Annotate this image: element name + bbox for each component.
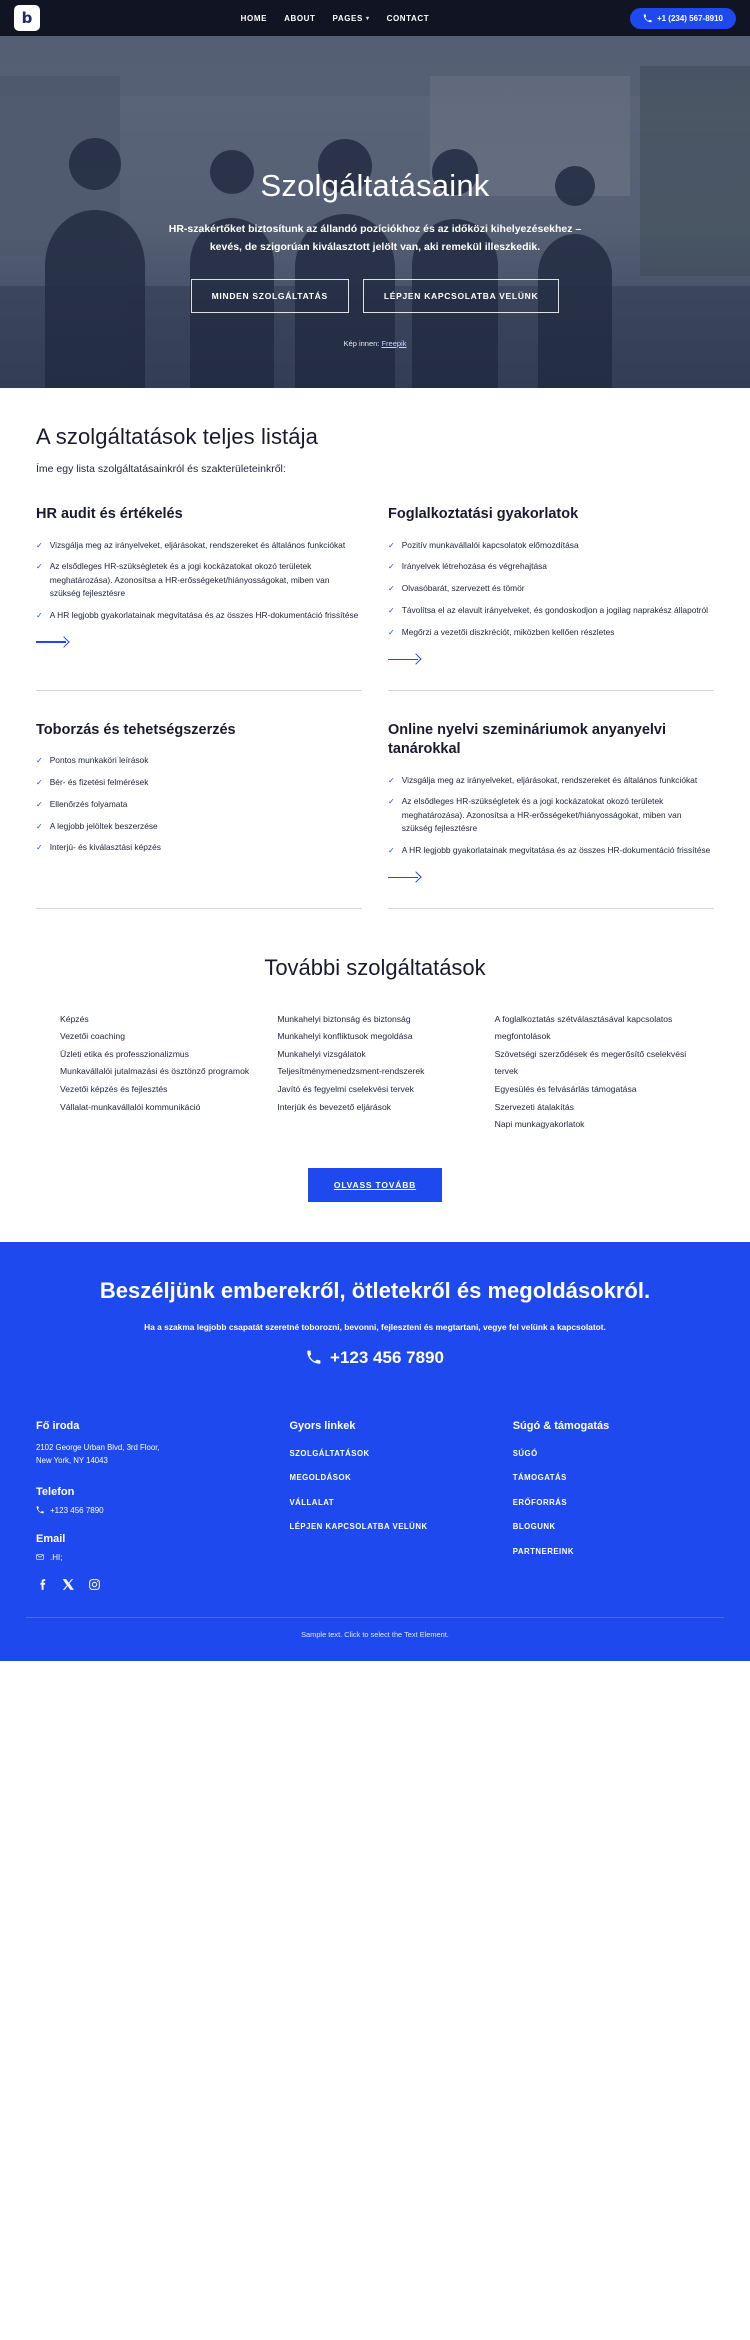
cta-phone-number: +123 456 7890	[330, 1347, 444, 1367]
list-item	[36, 560, 362, 600]
list-item: Napi munkagyakorlatok	[494, 1119, 585, 1130]
hero-buttons	[0, 279, 750, 313]
page-title: Szolgáltatásaink	[260, 168, 490, 203]
mail-icon	[36, 1553, 44, 1561]
list-item	[36, 609, 362, 623]
footer-support-column	[513, 1420, 714, 1591]
list-item	[388, 844, 714, 858]
list-item: Üzleti etika és professzionalizmus	[60, 1048, 189, 1059]
check-icon: ✓	[36, 777, 43, 787]
list-item: A foglalkoztatás szétválasztásával kapcsolatos megfontolások	[494, 1013, 673, 1042]
further-services-cta	[36, 1168, 714, 1242]
check-icon: ✓	[388, 584, 395, 594]
list-item	[388, 604, 714, 618]
footer-address-line-1: 2102 George Urban Blvd, 3rd Floor,	[36, 1442, 160, 1452]
list-item-label: A HR legjobb gyakorlatainak megvitatása és az összes HR-dokumentáció frissítése	[401, 844, 711, 855]
instagram-icon[interactable]	[88, 1578, 101, 1591]
service-card-hr-audit	[36, 505, 362, 674]
image-credit	[0, 339, 750, 348]
service-title: Foglalkoztatási gyakorlatok	[388, 506, 579, 522]
nav-item-home[interactable]	[241, 14, 267, 23]
footer-address-line-2: New York, NY 14043	[36, 1456, 108, 1466]
service-title: HR audit és értékelés	[36, 506, 183, 522]
divider	[388, 690, 714, 691]
arrow-right-icon[interactable]	[388, 654, 422, 666]
cta-subtext: Ha a szakma legjobb csapatát szeretné toborozni, bevonni, fejleszteni és megtartani, vegye fel velünk a kapcsolatot.	[144, 1321, 606, 1332]
nav-item-pages-label: PAGES	[332, 13, 363, 23]
list-item	[36, 841, 362, 855]
list-item: Munkahelyi vizsgálatok	[277, 1048, 366, 1059]
further-services-heading: További szolgáltatások	[264, 954, 486, 980]
list-item	[388, 582, 714, 596]
list-item	[388, 560, 714, 574]
check-icon: ✓	[388, 562, 395, 572]
check-icon: ✓	[36, 799, 43, 809]
footer	[0, 1398, 750, 1607]
nav-item-contact-label: CONTACT	[386, 13, 430, 23]
check-icon: ✓	[388, 605, 395, 615]
services-heading: A szolgáltatások teljes listája	[36, 424, 318, 449]
list-item-label: Az elsődleges HR-szükségletek és a jogi kockázatokat okozó területek meghatározása). Azonosítsa a HR-erősségeket/hiányosságokat, miben van szükség fejlesztésre	[401, 796, 682, 834]
list-item: Vállalat-munkavállalói kommunikáció	[60, 1101, 201, 1112]
list-item: Vezetői képzés és fejlesztés	[60, 1084, 168, 1095]
services-divider-row-2	[36, 892, 714, 909]
list-item-label: Vizsgálja meg az irányelveket, eljárásokat, rendszereket és általános funkciókat	[401, 774, 698, 785]
contact-us-button[interactable]: LÉPJEN KAPCSOLATBA VELÜNK	[363, 279, 559, 313]
list-item	[36, 776, 362, 790]
check-icon: ✓	[388, 775, 395, 785]
phone-icon	[36, 1506, 44, 1514]
footer-link-support[interactable]: TÁMOGATÁS	[512, 1473, 567, 1483]
list-item-label: Távolítsa el az elavult irányelveket, és gondoskodjon a jogilag naprakész állapotról	[401, 604, 709, 615]
service-bullets	[36, 754, 362, 855]
list-item: Munkahelyi biztonság és biztonság	[277, 1013, 411, 1024]
list-item-label: Olvasóbarát, szervezett és tömör	[401, 583, 525, 594]
footer-email-value: .HI;	[50, 1552, 63, 1562]
footer-link-partners[interactable]: PARTNEREINK	[512, 1547, 574, 1557]
nav-links	[241, 14, 430, 23]
cta-section	[0, 1242, 750, 1398]
list-item: Egyesülés és felvásárlás támogatása	[494, 1084, 637, 1095]
cta-heading: Beszéljünk emberekről, ötletekről és megoldásokról.	[99, 1277, 651, 1303]
divider	[388, 908, 714, 909]
list-item: Szövetségi szerződések és megerősítő cselekvési tervek	[494, 1048, 687, 1077]
list-item: Interjúk és bevezető eljárások	[277, 1101, 392, 1112]
footer-link-help[interactable]: SÚGÓ	[512, 1448, 538, 1458]
list-item	[388, 774, 714, 788]
services-grid-row-2	[36, 721, 714, 892]
service-bullets	[388, 774, 714, 858]
nav-phone-label: +1 (234) 567-8910	[656, 13, 723, 23]
footer-phone[interactable]	[36, 1506, 267, 1515]
arrow-right-icon[interactable]	[36, 636, 70, 648]
footer-link-services[interactable]: SZOLGÁLTATÁSOK	[289, 1448, 370, 1458]
image-credit-prefix: Kép innen:	[343, 338, 382, 348]
footer-link-company[interactable]: VÁLLALAT	[289, 1497, 335, 1507]
list-item-label: Az elsődleges HR-szükségletek és a jogi kockázatokat okozó területek meghatározása). Azonosítsa a HR-erősségeket/hiányosságokat, miben van szükség fejlesztésre	[49, 561, 330, 599]
check-icon: ✓	[388, 797, 395, 807]
nav-item-home-label: HOME	[240, 13, 268, 23]
footer-link-blog[interactable]: BLOGUNK	[512, 1522, 556, 1532]
services-header	[36, 388, 714, 475]
image-credit-link[interactable]: Freepik	[381, 338, 407, 348]
further-services-column-1	[60, 1011, 255, 1134]
arrow-right-icon[interactable]	[388, 872, 422, 884]
check-icon: ✓	[36, 756, 43, 766]
facebook-icon[interactable]	[36, 1578, 49, 1591]
hero-section	[0, 36, 750, 388]
phone-icon	[643, 14, 652, 23]
list-item: Teljesítménymenedzsment-rendszerek	[277, 1066, 425, 1077]
services-lead: Íme egy lista szolgáltatásainkról és szakterületeinkről:	[36, 463, 286, 475]
nav-phone-button[interactable]	[630, 8, 736, 29]
check-icon: ✓	[36, 562, 43, 572]
service-title: Online nyelvi szemináriumok anyanyelvi tanárokkal	[388, 721, 667, 758]
footer-email[interactable]	[36, 1553, 267, 1562]
list-item-label: Ellenőrzés folyamata	[49, 798, 128, 809]
check-icon: ✓	[388, 845, 395, 855]
list-item	[36, 754, 362, 768]
services-section	[0, 388, 750, 1242]
service-card-recruitment	[36, 721, 362, 892]
service-card-language-seminars	[388, 721, 714, 892]
top-navbar	[0, 0, 750, 36]
x-icon[interactable]	[62, 1578, 75, 1591]
check-icon: ✓	[36, 610, 43, 620]
list-item-label: A legjobb jelöltek beszerzése	[49, 820, 158, 831]
read-more-button[interactable]: OLVASS TOVÁBB	[308, 1168, 442, 1202]
list-item: Javító és fegyelmi cselekvési tervek	[277, 1084, 414, 1095]
further-services-columns	[36, 1011, 714, 1134]
check-icon: ✓	[388, 627, 395, 637]
footer-email-title: Email	[36, 1532, 66, 1545]
logo[interactable]: b	[14, 5, 40, 31]
divider	[36, 690, 362, 691]
check-icon: ✓	[388, 540, 395, 550]
cta-phone[interactable]	[40, 1348, 710, 1368]
further-services-column-3	[495, 1011, 690, 1134]
chevron-down-icon: ▾	[365, 15, 370, 22]
service-card-employment-practices	[388, 505, 714, 674]
service-bullets	[36, 539, 362, 623]
list-item	[36, 798, 362, 812]
further-services-section	[36, 955, 714, 1242]
nav-item-pages[interactable]	[333, 14, 370, 23]
service-title: Toborzás és tehetségszerzés	[36, 721, 236, 738]
list-item-label: Irányelvek létrehozása és végrehajtása	[401, 561, 547, 572]
nav-item-contact[interactable]	[387, 14, 430, 23]
service-bullets	[388, 539, 714, 640]
hero-subtitle: HR-szakértőket biztosítunk az állandó pozíciókhoz és az időközi kihelyezésekhez – kevés, de szigorúan kiválasztott jelölt van, aki remekül illeszkedik.	[168, 223, 582, 254]
footer-phone-value: +123 456 7890	[50, 1505, 104, 1515]
footer-socials	[36, 1578, 267, 1591]
check-icon: ✓	[36, 821, 43, 831]
check-icon: ✓	[36, 843, 43, 853]
footer-phone-title: Telefon	[36, 1485, 75, 1498]
nav-item-about-label: ABOUT	[284, 13, 316, 23]
footer-link-contact[interactable]: LÉPJEN KAPCSOLATBA VELÜNK	[289, 1522, 428, 1532]
list-item: Képzés	[60, 1013, 89, 1024]
footer-quick-links-title: Gyors linkek	[289, 1419, 356, 1432]
list-item: Munkahelyi konfliktusok megoldása	[277, 1031, 413, 1042]
list-item-label: Pontos munkaköri leírások	[49, 755, 149, 766]
list-item-label: Vizsgálja meg az irányelveket, eljárásokat, rendszereket és általános funkciókat	[49, 539, 346, 550]
list-item-label: Pozitív munkavállalói kapcsolatok előmozdítása	[401, 539, 579, 550]
footer-quick-links-column	[289, 1420, 490, 1591]
services-divider-row-1	[36, 674, 714, 691]
footer-wrapper	[0, 1398, 750, 1661]
list-item	[36, 539, 362, 553]
phone-icon	[306, 1350, 321, 1365]
footer-office-column	[36, 1420, 267, 1591]
services-grid-row-1	[36, 505, 714, 674]
list-item-label: Interjú- és kiválasztási képzés	[49, 842, 161, 853]
list-item-label: A HR legjobb gyakorlatainak megvitatása és az összes HR-dokumentáció frissítése	[49, 609, 359, 620]
footer-office-title: Fő iroda	[36, 1419, 80, 1432]
divider	[36, 908, 362, 909]
footer-link-resources[interactable]: ERŐFORRÁS	[512, 1497, 568, 1507]
further-services-column-2	[277, 1011, 472, 1134]
footer-note: Sample text. Click to select the Text Element.	[26, 1617, 724, 1655]
footer-link-solutions[interactable]: MEGOLDÁSOK	[289, 1473, 352, 1483]
list-item: Szervezeti átalakítás	[494, 1101, 574, 1112]
nav-item-about[interactable]	[284, 14, 315, 23]
list-item-label: Bér- és fizetési felmérések	[49, 776, 149, 787]
all-services-button[interactable]: MINDEN SZOLGÁLTATÁS	[191, 279, 349, 313]
list-item	[36, 820, 362, 834]
hero-content	[0, 36, 750, 348]
list-item: Vezetői coaching	[60, 1031, 125, 1042]
footer-support-title: Súgó & támogatás	[512, 1419, 610, 1432]
list-item	[388, 626, 714, 640]
list-item: Munkavállalói jutalmazási és ösztönző programok	[60, 1066, 250, 1077]
list-item	[388, 795, 714, 835]
check-icon: ✓	[36, 540, 43, 550]
list-item	[388, 539, 714, 553]
list-item-label: Megőrzi a vezetői diszkréciót, miközben kellően részletes	[401, 626, 615, 637]
